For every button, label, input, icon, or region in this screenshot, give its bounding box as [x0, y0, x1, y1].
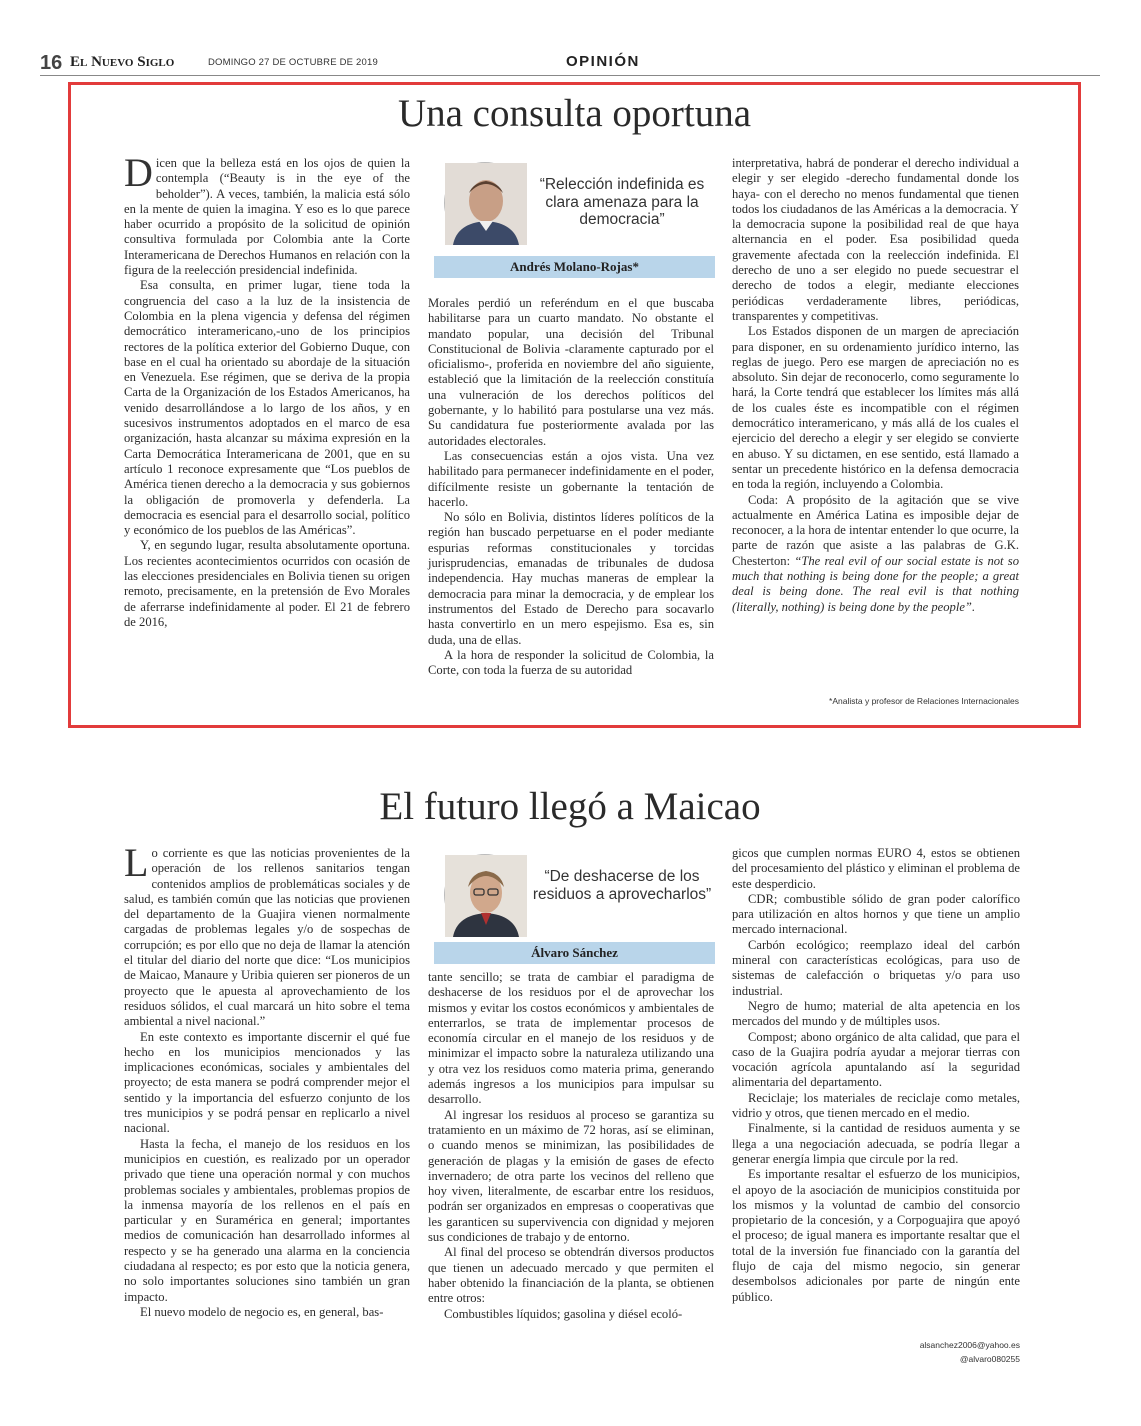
- author-twitter-handle[interactable]: @alvaro080255: [959, 1354, 1020, 1364]
- article1-column-2: [428, 296, 714, 712]
- paragraph-text: o corriente es que las noticias provenientes de la operación de los rellenos sanitarios tengan contenidos amplios de problemáticas sociales y de salud, es también común que las noticias que provienen del departamento de la Guajira vienen normalmente cargadas de problemas legales y/o de sospechas de corrupción; es por ello que no deja de llamar la atención el titular del diario del norte que dice: “Los municipios de Maicao, Manaure y Uribia quieren ser pioneros de un proyecto que le apuesta al aprovechamiento de los residuos sólidos, el cual marcará un hito sobre el tema ambiental a nivel nacional.”: [124, 846, 410, 1029]
- article2-title: El futuro llegó a Maicao: [379, 785, 761, 828]
- paragraph: CDR; combustible sólido de gran poder calorífico para utilización en altos hornos y que tiene un amplio mercado internacional.: [732, 891, 1020, 937]
- paragraph: El nuevo modelo de negocio es, en general, bas-: [140, 1304, 384, 1319]
- paragraph: gicos que cumplen normas EURO 4, estos se obtienen del procesamiento del plástico y eliminan el problema de este desperdicio.: [732, 846, 1020, 891]
- paragraph: En este contexto es importante discernir el qué fue hecho en los municipios mencionados y las implicaciones económicas, sociales y ambientales del proyecto; de esta manera se podrá comprender mejor el sentido y la importancia del esfuerzo conjunto de los tres municipios y se podrá pensar en replicarlo a nivel nacional.: [124, 1029, 410, 1136]
- article1-column-3: [732, 156, 1019, 692]
- paragraph: Al ingresar los residuos al proceso se garantiza su tratamiento en un máximo de 72 horas, así se eliminan, o cuando menos se minimizan, las posibilidades de generación de plagas y la emisión de gases de efecto invernadero; de otra parte los vecinos del relleno que hoy viven, literalmente, de escarbar entre los residuos, podrán ser organizados en empresas o cooperativas que les garanticen su supervivencia con dignidad y mejoren sus condiciones de trabajo y de entorno.: [428, 1107, 714, 1245]
- pull-quote: “Relección indefinida es clara amenaza para la democracia”: [539, 176, 705, 228]
- paragraph: Morales perdió un referéndum en el que buscaba habilitarse para un cuarto mandato. No obstante el mandato popular, una decisión del Tribunal Constitucional de Bolivia -claramente capturado por el oficialismo-, proferida en noviembre del año siguiente, estableció que la limitación de la reelección constituía una vulneración de los derechos políticos del gobernante, y lo habilitó para postularse una vez más. Su candidatura fue posteriormente avalada por las autoridades electorales.: [428, 296, 714, 448]
- pull-quote: “De deshacerse de los residuos a aprovecharlos”: [532, 868, 712, 903]
- drop-cap: L: [124, 840, 149, 885]
- paragraph: Los Estados disponen de un margen de apreciación para disponer, en su ordenamiento jurídico interno, las reglas de juego. Pero ese margen de apreciación no es absoluto. Sin dejar de reconocerlo, como seguramente lo hará, la Corte tendrá que establecer los límites más allá de los cuales éste es incompatible con el régimen democrático interamericano, y más allá de los cuales el ejercicio del derecho a elegir y ser elegido se convierte en abuso. Y su dictamen, en ese sentido, está llamado a sentar un precedente histórico en la defensa democracia en toda la región, incluyendo a Colombia.: [732, 324, 1019, 492]
- paragraph: interpretativa, habrá de ponderar el derecho individual a elegir y ser elegido -derecho fundamental donde los haya- con el derecho no menos fundamental que tienen todos los ciudadanos de las Américas a la democracia. Y la democracia supone la posibilidad real de que haya alternancia en el poder. Esa posibilidad queda gravemente afectada con la reelección indefinida. El derecho de uno a ser elegido no puede secuestrar el derecho de todos a elegir, mediante elecciones periódicas verdaderamente libres, periódicas, transparentes y competitivas.: [732, 156, 1019, 323]
- paragraph: Y, en segundo lugar, resulta absolutamente oportuna. Los recientes acontecimientos ocurridos con ocasión de las elecciones presidenciales en Bolivia tienen su origen remoto, precisamente, en la pretensión de Evo Morales de aferrarse indefinidamente al poder. El 21 de febrero de 2016,: [124, 538, 410, 629]
- paragraph: Carbón ecológico; reemplazo ideal del carbón mineral con características ecológicas, para uso de sistemas de calefacción o briquetas y/o para uso industrial.: [732, 937, 1020, 998]
- paragraph: Compost; abono orgánico de alta calidad, que para el caso de la Guajira podría ayudar a mejorar tierras con vocación agrícola apuntalando así la seguridad alimentaria del departamento.: [732, 1029, 1020, 1090]
- article1-quote-box: [428, 154, 715, 278]
- article2-quote-box: [428, 846, 715, 964]
- issue-date: DOMINGO 27 DE OCTUBRE DE 2019: [208, 57, 378, 68]
- author-byline: Andrés Molano-Rojas*: [434, 256, 715, 278]
- article1-column-1: [124, 150, 410, 712]
- paragraph: Combustibles líquidos; gasolina y diésel ecoló-: [444, 1306, 683, 1321]
- article1-title: Una consulta oportuna: [397, 92, 752, 135]
- author-photo: [444, 854, 526, 936]
- page-number: 16: [40, 52, 63, 74]
- author-email-link[interactable]: alsanchez2006@yahoo.es: [919, 1340, 1020, 1350]
- chesterton-quote: “The real evil of our social estate is not so much that nothing is being done for the people; a great deal is being done. The real evil is that nothing (literally, nothing) is being done by the people”.: [732, 553, 1019, 614]
- paragraph: No sólo en Bolivia, distintos líderes políticos de la región han buscado perpetuarse en el poder mediante espurias reformas constitucionales y torcidas jurisprudencias, emanadas de tribunales de dudosa independencia. Hay muchas maneras de emplear la democracia para minar la democracia, y de emplear los instrumentos del Estado de Derecho para socavarlo hasta convertirlo en un mero espejismo. Esa es, sin duda, una de ellas.: [428, 510, 714, 647]
- paragraph: Esa consulta, en primer lugar, tiene toda la congruencia del caso a la luz de la insistencia de Colombia en la plena vigencia y defensa del régimen democrático interamericano,-uno de los principios rectores de la política exterior del Gobierno Duque, con base en el cual ha orientado su abordaje de la situación en Venezuela. Ese régimen, que se deriva de la propia Carta de la Organización de los Estados Americanos, ha venido desarrollándose a lo largo de los años, y en sucesivos instrumentos adoptados en el marco de esa organización, hasta alcanzar su máxima expresión en la Carta Democrática Interamericana de 2001, que en su artículo 1 reconoce expresamente que “Los pueblos de América tienen derecho a la democracia y sus gobiernos la obligación de promoverla y defenderla. La democracia es esencial para el desarrollo social, político y económico de los pueblos de las Américas”.: [124, 278, 410, 538]
- paragraph: [732, 493, 1019, 615]
- author-portrait-icon: [445, 163, 527, 245]
- author-footnote: *Analista y profesor de Relaciones Internacionales: [829, 696, 1019, 706]
- section-name: OPINIÓN: [566, 53, 640, 70]
- paragraph: Negro de humo; material de alta apetencia en los mercados del mundo y de múltiples usos.: [732, 998, 1020, 1029]
- paragraph: [124, 150, 410, 278]
- drop-cap: D: [124, 150, 153, 195]
- masthead: El Nuevo Siglo: [70, 54, 175, 70]
- article2-column-3: [732, 846, 1020, 1304]
- article2-column-1: [124, 840, 410, 1371]
- paragraph: Finalmente, si la cantidad de residuos aumenta y se llega a una negociación adecuada, se podría llegar a generar energía limpia que circule por la red.: [732, 1121, 1020, 1166]
- paragraph: Las consecuencias están a ojos vista. Una vez habilitado para permanecer indefinidamente en el poder, difícilmente resiste un gobernante la tentación de hacerlo.: [428, 448, 714, 509]
- article2-column-2: [428, 970, 714, 1371]
- paragraph: Hasta la fecha, el manejo de los residuos en los municipios en cuestión, es realizado por un operador privado que tiene una operación normal y con muchos problemas sociales y ambientales, problemas propios de la inmensa mayoría de los rellenos en el país en particular y en Suramérica en general; importantes medios de comunicación han desarrollado informes al respecto y se ha generado una alarma en la conciencia ciudadana al respecto; es por esto que la noticia genera, no solo importantes soluciones sino también un gran impacto.: [124, 1136, 410, 1304]
- author-photo: [444, 162, 526, 244]
- paragraph: A la hora de responder la solicitud de Colombia, la Corte, con toda la fuerza de su autoridad: [428, 647, 714, 678]
- paragraph: Al final del proceso se obtendrán diversos productos que tienen un adecuado mercado y que permiten el haber obtenido la financiación de la planta, se obtienen entre otros:: [428, 1245, 714, 1306]
- paragraph-text: icen que la belleza está en los ojos de quien la contempla (“Beauty is in the eye of the beholder”). A veces, también, la malicia está sólo en la mente de quien la imagina. Y eso es lo que parece haber ocurrido a propósito de la solicitud de opinión consultiva formulada por Colombia ante la Corte Interamericana de Derechos Humanos en relación con la figura de la reelección presidencial indefinida.: [124, 156, 410, 278]
- paragraph-text: Coda: A propósito de la agitación que se vive actualmente en América Latina es imposible dejar de reconocer, a la hora de intentar entender lo que ocurre, la parte de razón que asiste a las palabras de G.K. Chesterton:: [732, 492, 1019, 568]
- paragraph: Es importante resaltar el esfuerzo de los municipios, el apoyo de la asociación de municipios constituida por los mismos y la voluntad de cambio del consorcio propietario de la concesión, y a Corpoguajira que apoyó el proceso; de igual manera es importante resaltar que el total de la inversión fue financiado con la garantía del flujo de caja del mismo negocio, sin generar desembolsos adicionales por parte de ningún ente público.: [732, 1167, 1020, 1304]
- paragraph: [124, 840, 410, 1030]
- paragraph: Reciclaje; los materiales de reciclaje como metales, vidrio y otros, que tienen mercado en el medio.: [732, 1090, 1020, 1121]
- author-portrait-icon: [445, 855, 527, 937]
- paragraph: tante sencillo; se trata de cambiar el paradigma de deshacerse de los residuos por el de aprovechar los mismos y evitar los costos económicos y ambientales de enterrarlos, se trata de implementar procesos de economía circular en el manejo de los residuos y de minimizar el impacto sobre la naturaleza utilizando una y otra vez los residuos como materia prima, generando además ingresos a los municipios para impulsar su desarrollo.: [428, 970, 714, 1107]
- author-byline: Álvaro Sánchez: [434, 942, 715, 964]
- page-header: [40, 52, 1100, 76]
